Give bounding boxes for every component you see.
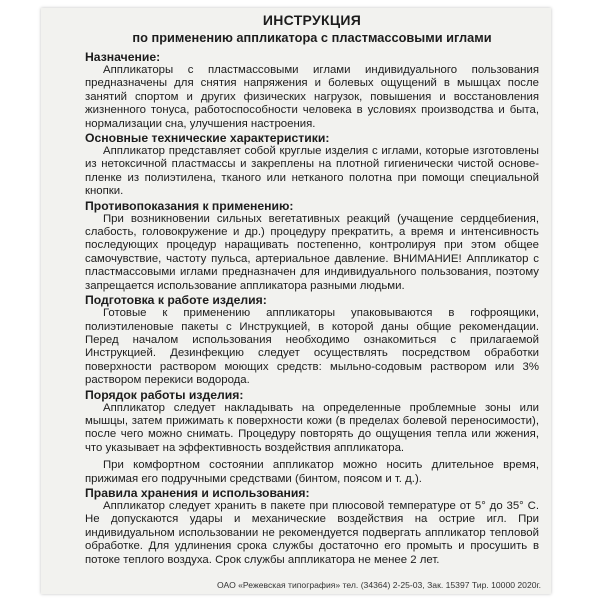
section-paragraph: Аппликатор следует накладывать на определенные проблемные зоны или мышцы, затем прижимать к поверхности кожи (в пределах болевой переносимости), после чего можно снимать. Процедуру повторять до ощущения тепла или жжения, что указывает на эффективность воздействия аппликатора. <box>85 401 539 454</box>
section-heading: Порядок работы изделия: <box>85 387 244 402</box>
section-paragraph: Аппликатор представляет собой круглые изделия с иглами, которые изготовлены из нетоксичной пластмассы и закреплены на плотной гигиенически чистой основе-пленке из полиэтилена, тканого или нетканого полотна при помощи специальной кнопки. <box>85 145 539 198</box>
section-purpose <box>85 50 539 131</box>
section-specs <box>85 131 539 199</box>
section-heading: Основные технические характеристики: <box>85 131 330 146</box>
printer-footer: ОАО «Режевская типография» тел. (34364) 2-25-03, Зак. 15397 Тир. 10000 2020г. <box>217 580 541 590</box>
section-heading: Подготовка к работе изделия: <box>85 293 267 308</box>
document-title: ИНСТРУКЦИЯ <box>262 12 362 28</box>
section-storage <box>85 486 539 567</box>
document-subtitle: по применению аппликатора с пластмассовыми иглами <box>132 30 492 45</box>
instruction-sheet <box>41 8 551 594</box>
sheet-content <box>85 12 539 567</box>
section-heading: Правила хранения и использования: <box>85 485 310 500</box>
section-paragraph: Готовые к применению аппликаторы упаковываются в гофроящики, полиэтиленовые пакеты с Инструкцией, в которой даны общие рекомендации. Перед началом использования необходимо ознакомиться с прилагаемой Инструкцией. Дезинфекцию следует осуществлять посредством обработки поверхности раствором моющих средств: мыльно-содовым раствором или 3% раствором перекиси водорода. <box>85 307 539 387</box>
section-paragraph: При возникновении сильных вегетативных реакций (учащение сердцебиения, слабость, головокружение и др.) процедуру прекратить, а время и интенсивность последующих процедур наращивать постепенно, контролируя при этом общее самочувствие, частоту пульса, артериальное давление. ВНИМАНИЕ! Аппликатор с пластмассовыми иглами предназначен для индивидуального пользования, поэтому запрещается использование аппликатора разными людьми. <box>85 212 539 292</box>
section-paragraph: При комфортном состоянии аппликатор можно носить длительное время, прижимая его подручными средствами (бинтом, поясом и т. д.). <box>85 459 539 485</box>
section-heading: Назначение: <box>85 50 161 64</box>
section-contraindications <box>85 199 539 293</box>
section-usage <box>85 388 539 486</box>
section-paragraph: Аппликаторы с пластмассовыми иглами индивидуального пользования предназначены для снятия напряжения и болевых ощущений в мышцах после занятий спортом и других физических нагрузок, повышения и восстановления жизненного тонуса, работоспособности человека в условиях производства и быта, нормализации сна, улучшения настроения. <box>85 64 539 130</box>
section-heading: Противопоказания к применению: <box>85 198 294 213</box>
section-paragraph: Аппликатор следует хранить в пакете при плюсовой температуре от 5° до 35° С. Не допускаются удары и механические воздействия на острие игл. При индивидуальном использовании не рекомендуется подвергать аппликатор тепловой обработке. Для удлинения срока службы достаточно его промыть и просушить в потоке теплого воздуха. Срок службы аппликатора не менее 2 лет. <box>85 499 539 566</box>
section-preparation <box>85 293 539 387</box>
